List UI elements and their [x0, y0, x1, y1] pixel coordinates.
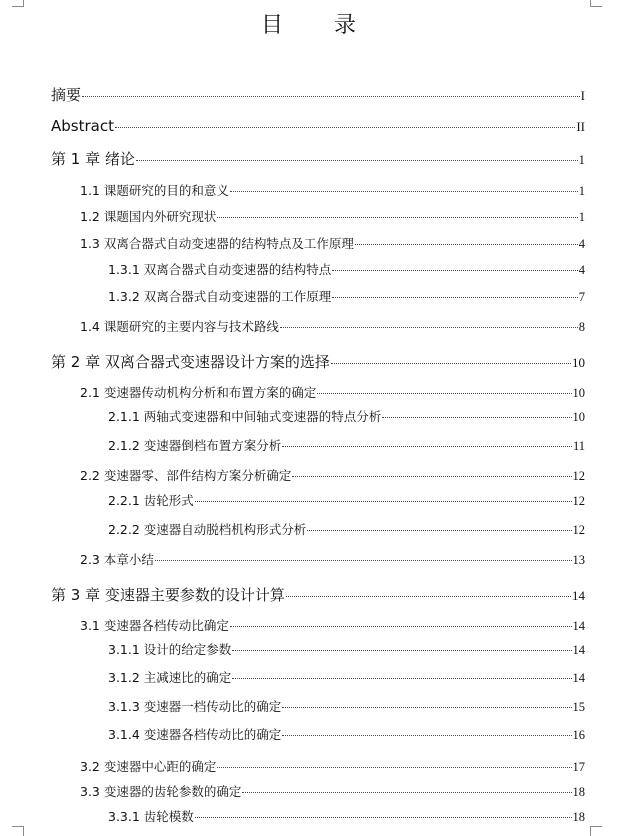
- toc-entry-page-number: 14: [572, 671, 585, 685]
- toc-entry[interactable]: [80, 550, 585, 568]
- toc-entry-label: 2.1 变速器传动机构分析和布置方案的确定: [80, 385, 317, 400]
- dot-leader: [332, 270, 577, 271]
- toc-entry[interactable]: [51, 584, 585, 605]
- dot-leader: [282, 446, 572, 447]
- toc-entry-label: 3.1.2 主减速比的确定: [108, 670, 232, 685]
- toc-entry[interactable]: [108, 436, 585, 454]
- toc-entry[interactable]: [51, 117, 585, 135]
- toc-entry-page-number: 13: [572, 553, 585, 567]
- toc-entry-label: 3.1 变速器各档传动比确定: [80, 618, 229, 633]
- toc-entry[interactable]: [108, 287, 585, 305]
- toc-entry-label: 第 1 章 绪论: [51, 150, 135, 168]
- toc-entry-label: Abstract: [51, 117, 114, 135]
- dot-leader: [280, 327, 578, 328]
- toc-entry-label: 1.1 课题研究的目的和意义: [80, 183, 229, 198]
- toc-entry[interactable]: [108, 697, 585, 715]
- toc-entry-page-number: 7: [578, 290, 585, 304]
- dot-leader: [217, 217, 577, 218]
- toc-entry[interactable]: [80, 317, 585, 335]
- toc-entry[interactable]: [80, 181, 585, 199]
- toc-entry[interactable]: [80, 207, 585, 225]
- dot-leader: [382, 417, 571, 418]
- toc-entry-label: 2.3 本章小结: [80, 552, 154, 567]
- toc-entry-label: 2.2 变速器零、部件结构方案分析确定: [80, 468, 292, 483]
- toc-entry[interactable]: [108, 807, 585, 825]
- toc-entry-page-number: 14: [572, 588, 585, 603]
- dot-leader: [282, 707, 571, 708]
- toc-entry-page-number: 14: [572, 619, 585, 633]
- toc-entry-label: 2.2.1 齿轮形式: [108, 493, 194, 508]
- dot-leader: [230, 191, 578, 192]
- toc-entry[interactable]: [108, 407, 585, 425]
- toc-entry-page-number: 1: [578, 184, 585, 198]
- toc-entry[interactable]: [51, 351, 585, 372]
- dot-leader: [232, 678, 571, 679]
- toc-entry[interactable]: [108, 668, 585, 686]
- toc-entry-page-number: 12: [572, 469, 585, 483]
- toc-entry-page-number: 10: [572, 410, 585, 424]
- dot-leader: [217, 767, 571, 768]
- toc-entry[interactable]: [80, 466, 585, 484]
- dot-leader: [155, 560, 572, 561]
- toc-entry[interactable]: [51, 148, 585, 169]
- toc-entry-page-number: 10: [572, 386, 585, 400]
- toc-entry-label: 1.4 课题研究的主要内容与技术路线: [80, 319, 279, 334]
- toc-entry-page-number: 17: [572, 760, 585, 774]
- toc-entry-label: 3.2 变速器中心距的确定: [80, 759, 217, 774]
- page-title: 目 录: [261, 13, 378, 38]
- dot-leader: [195, 817, 572, 818]
- dot-leader: [242, 792, 571, 793]
- toc-entry[interactable]: [108, 491, 585, 509]
- toc-entry[interactable]: [108, 725, 585, 743]
- dot-leader: [195, 501, 572, 502]
- dot-leader: [331, 363, 571, 364]
- toc-entry-page-number: 8: [578, 320, 585, 334]
- dot-leader: [136, 160, 578, 161]
- dot-leader: [332, 297, 577, 298]
- toc-entry-label: 3.3 变速器的齿轮参数的确定: [80, 784, 242, 799]
- toc-entry-label: 1.3.2 双离合器式自动变速器的工作原理: [108, 289, 332, 304]
- toc-entry-label: 第 3 章 变速器主要参数的设计计算: [51, 586, 285, 604]
- toc-entry-label: 摘要: [51, 86, 82, 104]
- toc-entry[interactable]: [108, 640, 585, 658]
- toc-entry-page-number: 12: [572, 494, 585, 508]
- dot-leader: [115, 127, 575, 128]
- toc-entry-label: 3.1.4 变速器各档传动比的确定: [108, 727, 282, 742]
- toc-entry-page-number: I: [580, 88, 585, 103]
- toc-entry[interactable]: [80, 234, 585, 252]
- toc-entry-page-number: 10: [572, 355, 585, 370]
- toc-entry-page-number: 4: [578, 237, 585, 251]
- toc-entry[interactable]: [80, 383, 585, 401]
- dot-leader: [282, 735, 571, 736]
- toc-entry[interactable]: [80, 782, 585, 800]
- toc-entry-label: 1.2 课题国内外研究现状: [80, 209, 217, 224]
- dot-leader: [232, 650, 571, 651]
- toc-entry-label: 2.1.2 变速器倒档布置方案分析: [108, 438, 282, 453]
- toc-entry-page-number: 16: [572, 728, 585, 742]
- dot-leader: [292, 476, 571, 477]
- toc-entry[interactable]: [108, 520, 585, 538]
- toc-entry-label: 第 2 章 双离合器式变速器设计方案的选择: [51, 353, 330, 371]
- toc-entry-label: 2.2.2 变速器自动脱档机构形式分析: [108, 522, 307, 537]
- dot-leader: [355, 244, 578, 245]
- toc-entry-page-number: 15: [572, 700, 585, 714]
- toc-entry-page-number: 18: [572, 810, 585, 824]
- toc-entry-label: 3.1.1 设计的给定参数: [108, 642, 232, 657]
- dot-leader: [317, 393, 571, 394]
- toc-entry[interactable]: [51, 84, 585, 105]
- toc-entry-page-number: 14: [572, 643, 585, 657]
- toc-entry-page-number: 1: [578, 210, 585, 224]
- toc-entry-page-number: 4: [578, 263, 585, 277]
- dot-leader: [307, 530, 571, 531]
- toc-entry-page-number: II: [576, 119, 585, 134]
- toc-entry-page-number: 18: [572, 785, 585, 799]
- dot-leader: [286, 596, 571, 597]
- toc-entry-label: 1.3 双离合器式自动变速器的结构特点及工作原理: [80, 236, 354, 251]
- toc-entry-label: 3.3.1 齿轮模数: [108, 809, 194, 824]
- dot-leader: [230, 626, 572, 627]
- toc-entry-page-number: 11: [572, 439, 585, 453]
- toc-entry-label: 2.1.1 两轴式变速器和中间轴式变速器的特点分析: [108, 409, 382, 424]
- dot-leader: [82, 96, 580, 97]
- toc-entry-label: 3.1.3 变速器一档传动比的确定: [108, 699, 282, 714]
- toc-entry[interactable]: [80, 757, 585, 775]
- toc-entry-page-number: 12: [572, 523, 585, 537]
- toc-entry-label: 1.3.1 双离合器式自动变速器的结构特点: [108, 262, 332, 277]
- toc-entry[interactable]: [80, 616, 585, 634]
- toc-entry[interactable]: [108, 260, 585, 278]
- toc-entry-page-number: 1: [578, 152, 585, 167]
